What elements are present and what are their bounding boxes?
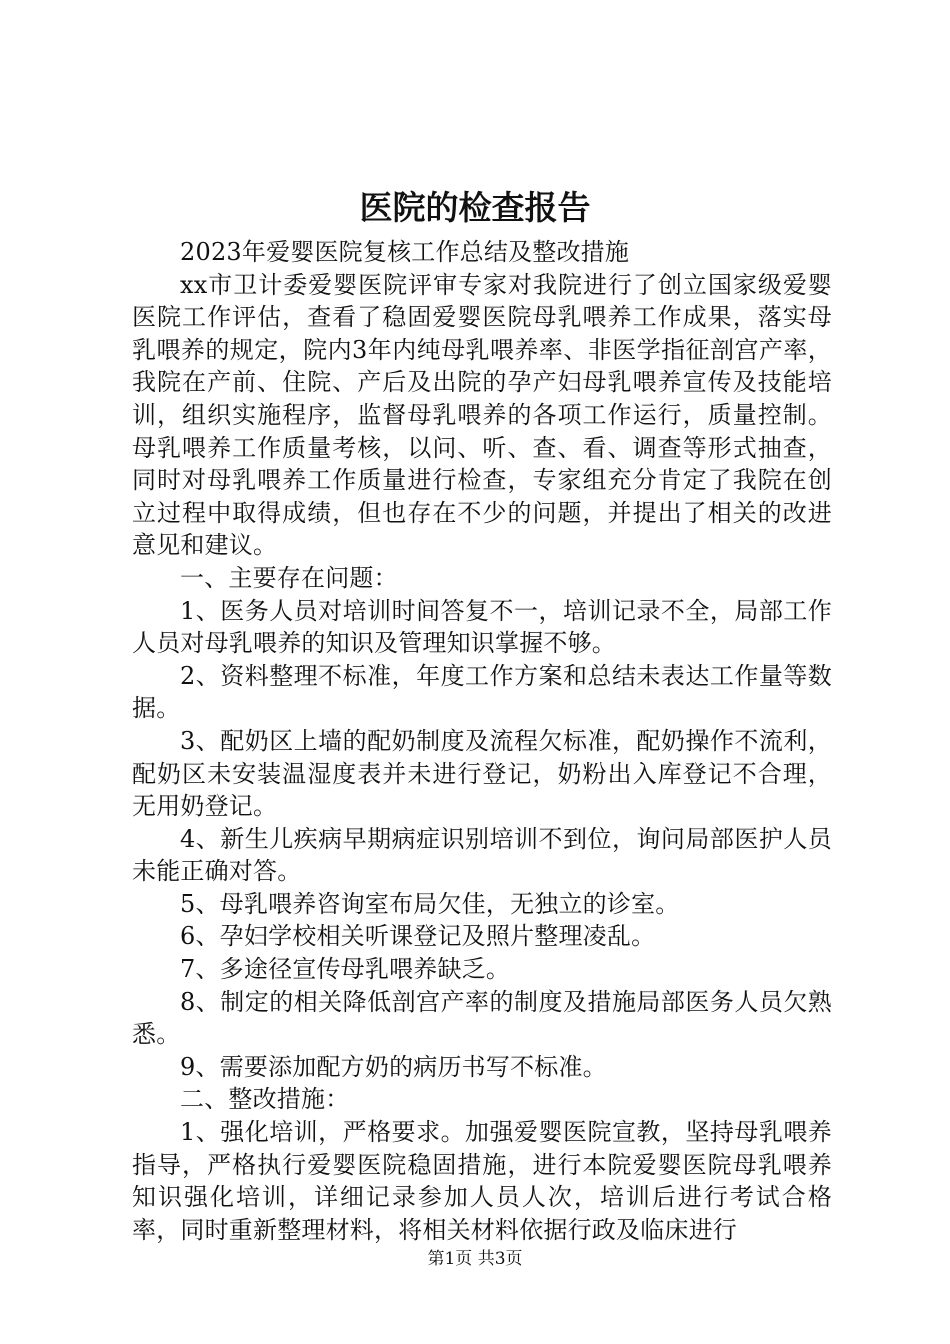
problem-item-5: 5、母乳喂养咨询室布局欠佳，无独立的诊室。	[180, 889, 680, 918]
measure-item-1: 1、强化培训，严格要求。加强爱婴医院宣教，坚持母乳喂养指导，严格执行爱婴医院稳固措施，进行本院爱婴医院母乳喂养知识强化培训，详细记录参加人员人次，培训后进行考试合格率，同时重新整理材料，将相关材料依据行政及临床进行	[132, 1118, 832, 1244]
paragraph-subtitle: 2023年爱婴医院复核工作总结及整改措施	[180, 238, 630, 266]
section-heading-problems: 一、主要存在问题：	[180, 563, 398, 592]
section-heading-measures: 二、整改措施：	[180, 1085, 350, 1114]
problem-item-2: 2、资料整理不标准，年度工作方案和总结未表达工作量等数据。	[132, 661, 832, 723]
problem-item-9: 9、需要添加配方奶的病历书写不标准。	[180, 1052, 607, 1081]
problem-item-4: 4、新生儿疾病早期病症识别培训不到位，询问局部医护人员未能正确对答。	[132, 824, 832, 886]
page-footer: 第1页 共3页	[427, 1249, 523, 1269]
problem-item-8: 8、制定的相关降低剖宫产率的制度及措施局部医务人员欠熟悉。	[132, 987, 832, 1049]
document-title: 医院的检查报告	[359, 188, 591, 227]
problem-item-3: 3、配奶区上墙的配奶制度及流程欠标准，配奶操作不流利，配奶区未安装温湿度表并未进行登记，奶粉出入库登记不合理，无用奶登记。	[132, 726, 832, 821]
problem-item-7: 7、多途径宣传母乳喂养缺乏。	[180, 955, 511, 984]
problem-item-1: 1、医务人员对培训时间答复不一，培训记录不全，局部工作人员对母乳喂养的知识及管理知识掌握不够。	[132, 596, 832, 658]
document-body	[132, 236, 832, 1246]
problem-item-6: 6、孕妇学校相关听课登记及照片整理凌乱。	[180, 922, 656, 951]
paragraph-intro: xx市卫计委爱婴医院评审专家对我院进行了创立国家级爱婴医院工作评估，查看了稳固爱婴医院母乳喂养工作成果，落实母乳喂养的规定，院内3年内纯母乳喂养率、非医学指征剖宫产率，我院在产前、住院、产后及出院的孕产妇母乳喂养宣传及技能培训，组织实施程序，监督母乳喂养的各项工作运行，质量控制。母乳喂养工作质量考核，以问、听、查、看、调查等形式抽查，同时对母乳喂养工作质量进行检查，专家组充分肯定了我院在创立过程中取得成绩，但也存在不少的问题，并提出了相关的改进意见和建议。	[132, 270, 832, 560]
